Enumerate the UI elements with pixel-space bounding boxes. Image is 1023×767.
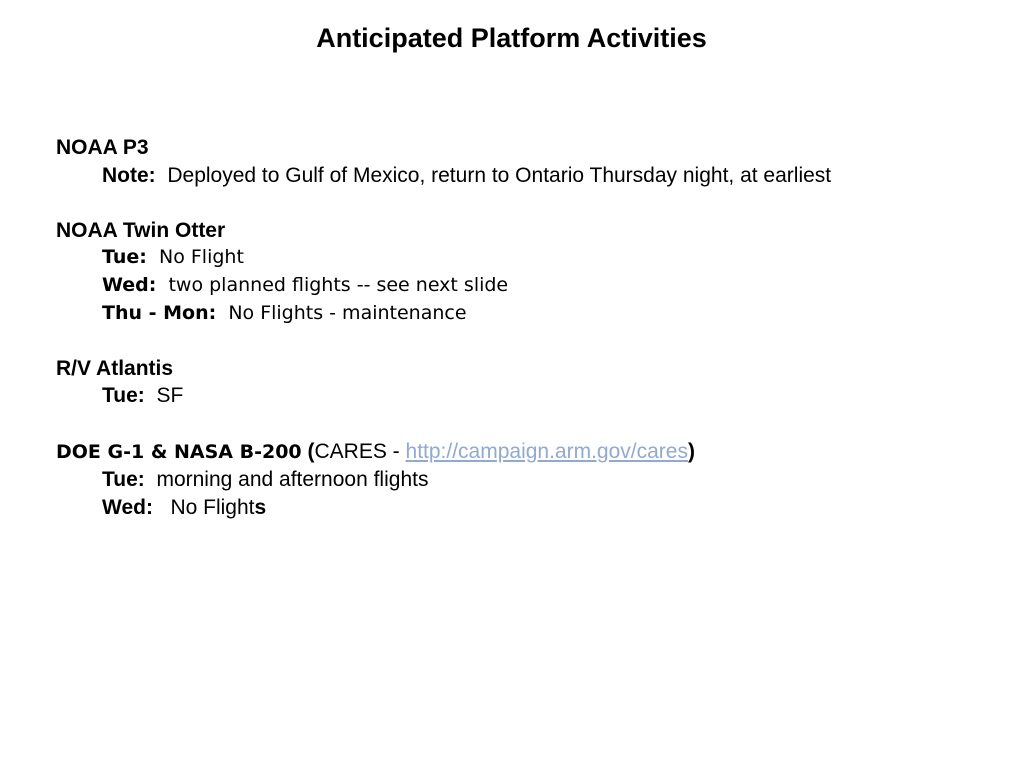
line-label: Wed: <box>102 273 157 296</box>
line-label: Wed: <box>102 495 153 519</box>
line-label: Tue: <box>102 384 145 408</box>
line-text: No Flights - maintenance <box>228 301 467 324</box>
section-heading-noaa-twin-otter: NOAA Twin Otter <box>56 218 226 242</box>
line-text: two planned flights -- see next slide <box>168 273 509 296</box>
spacer <box>56 410 1016 438</box>
cares-link[interactable]: http://campaign.arm.gov/cares <box>405 439 688 463</box>
heading-label: DOE G-1 & NASA B-200 <box>56 440 302 463</box>
line-label: Note: <box>102 163 156 187</box>
slide-body <box>56 134 1016 521</box>
schedule-line <box>56 494 1016 522</box>
schedule-line <box>56 382 1016 410</box>
schedule-line <box>56 272 1016 300</box>
line-label: Thu - Mon: <box>102 301 217 324</box>
section-heading-rv-atlantis: R/V Atlantis <box>56 356 174 380</box>
schedule-line <box>56 162 1016 190</box>
schedule-line <box>56 244 1016 272</box>
heading-suffix: CARES - <box>314 439 406 463</box>
heading-paren-close: ) <box>687 439 695 463</box>
line-text: morning and afternoon flights <box>156 468 429 492</box>
line-text: SF <box>156 384 184 408</box>
heading-paren-open: ( <box>307 439 315 463</box>
spacer <box>56 327 1016 355</box>
line-text: Deployed to Gulf of Mexico, return to Ontario Thursday night, at earliest <box>167 163 832 187</box>
section-heading-doe-nasa <box>56 438 1016 467</box>
section-heading-noaa-p3: NOAA P3 <box>56 136 149 159</box>
spacer <box>56 189 1016 217</box>
line-text: No Flight <box>170 495 255 519</box>
slide-title: Anticipated Platform Activities <box>316 23 707 53</box>
schedule-line <box>56 300 1016 328</box>
line-label: Tue: <box>102 246 147 269</box>
line-text: No Flight <box>158 246 244 269</box>
line-label: Tue: <box>102 468 145 492</box>
schedule-line <box>56 466 1016 494</box>
line-text-bold-tail: s <box>254 495 267 519</box>
